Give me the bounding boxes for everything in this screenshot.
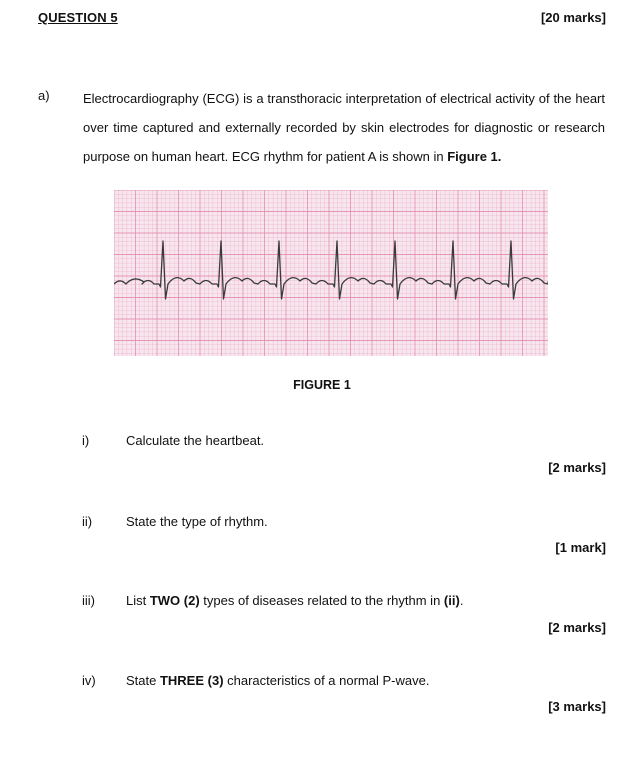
figure-caption: FIGURE 1 xyxy=(293,378,351,392)
text-part: List xyxy=(126,593,150,608)
text-bold: TWO (2) xyxy=(149,593,200,608)
part-a-paragraph xyxy=(83,84,605,171)
sub-question-number: ii) xyxy=(82,514,93,529)
text-part: State the type of rhythm. xyxy=(126,514,268,529)
figure-reference: Figure 1. xyxy=(447,149,502,164)
sub-question-text xyxy=(126,593,463,608)
sub-question-text xyxy=(126,433,264,448)
text-part: . xyxy=(459,593,464,608)
part-a-label: a) xyxy=(38,88,50,103)
sub-question-marks: [1 mark] xyxy=(555,540,606,555)
text-bold: THREE (3) xyxy=(159,673,224,688)
sub-question-number: i) xyxy=(82,433,90,448)
text-part: Calculate the heartbeat. xyxy=(126,433,265,448)
question-title: QUESTION 5 xyxy=(38,10,118,25)
text-part: characteristics of a normal P-wave. xyxy=(223,673,430,688)
part-a-intro-text: Electrocardiography (ECG) is a transthoracic interpretation of electrical activity of the heart over time captured and externally recorded by skin electrodes for diagnostic or research purpose on human heart. ECG rhythm for patient A is shown in xyxy=(83,91,605,164)
text-part: State xyxy=(126,673,160,688)
sub-question-marks: [2 marks] xyxy=(548,460,606,475)
total-marks: [20 marks] xyxy=(540,10,606,25)
ecg-strip-figure xyxy=(114,190,548,356)
sub-question-number: iii) xyxy=(82,593,95,608)
ecg-paper-background xyxy=(114,190,548,356)
text-part: types of diseases related to the rhythm in xyxy=(199,593,444,608)
sub-question-number: iv) xyxy=(82,673,96,688)
sub-question-text xyxy=(126,514,268,529)
text-bold: (ii) xyxy=(443,593,460,608)
sub-question-text xyxy=(126,673,429,688)
sub-question-marks: [2 marks] xyxy=(548,620,606,635)
sub-question-marks: [3 marks] xyxy=(548,699,606,714)
